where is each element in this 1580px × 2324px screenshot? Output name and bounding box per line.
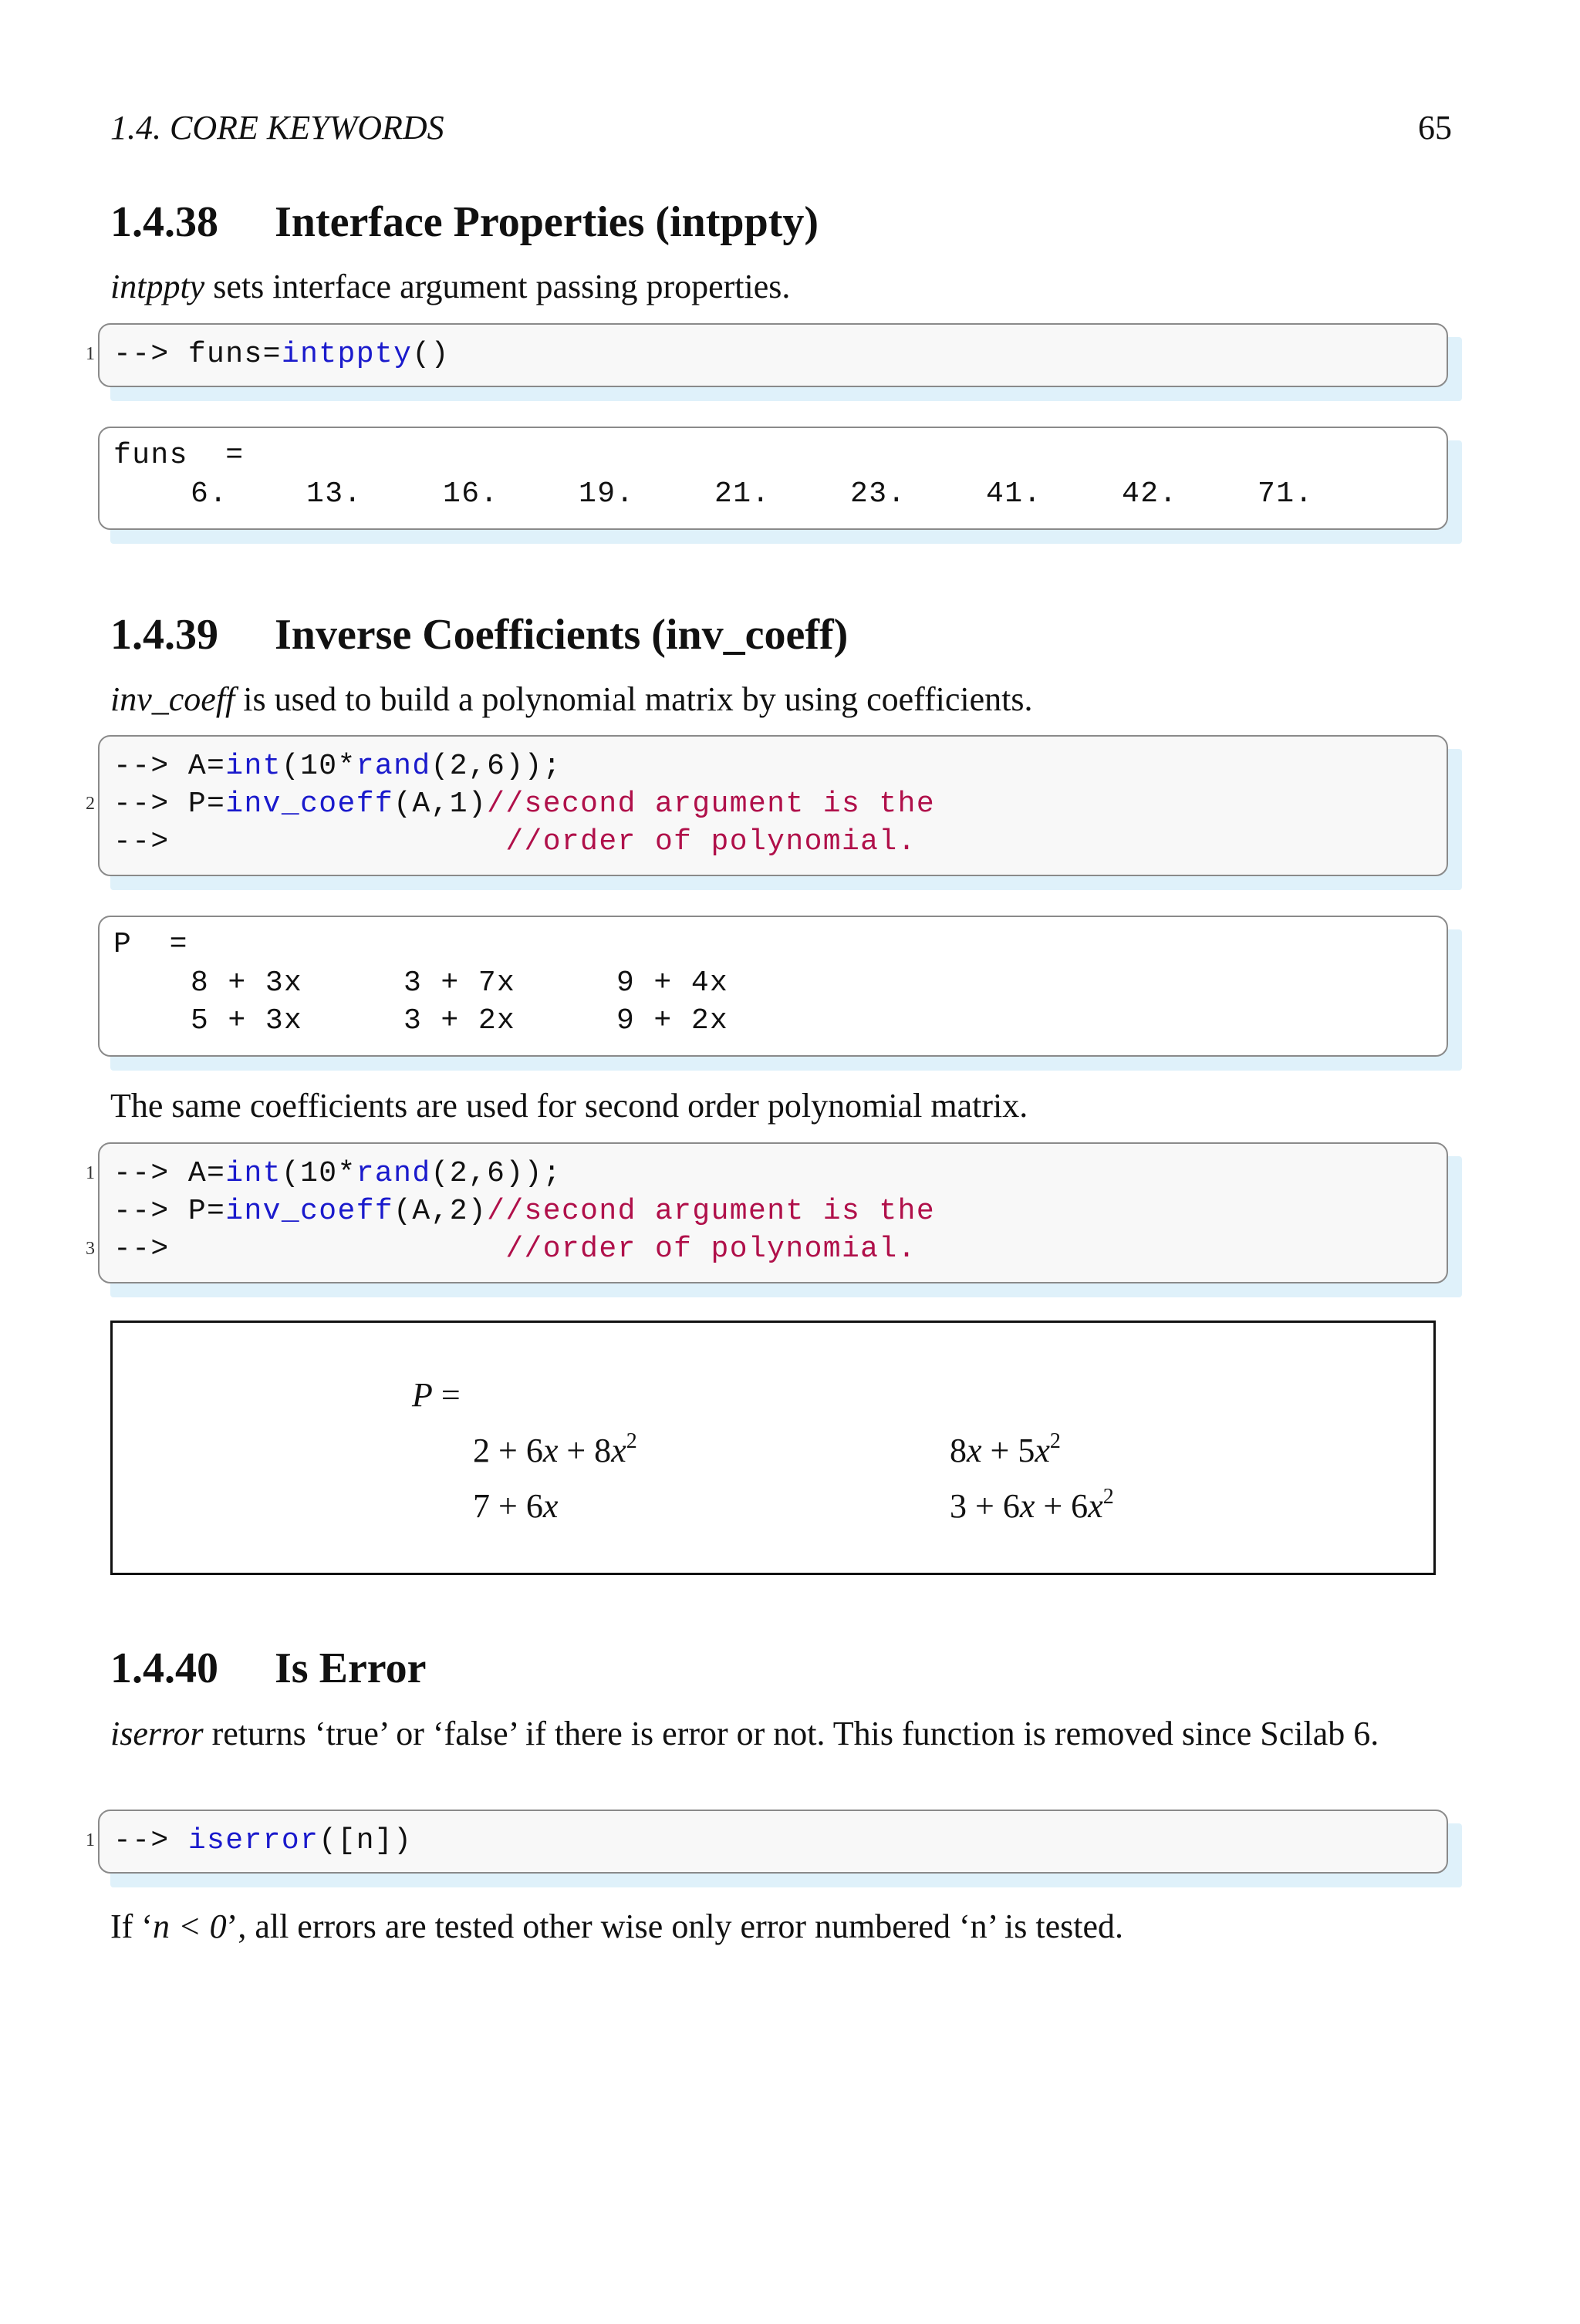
math-entry: $2 + 6x + 8x^2$ (473, 1429, 637, 1469)
section-number: 1.4.39 (110, 611, 218, 659)
function-name: rand (356, 750, 431, 783)
output-box-p1 (98, 916, 1448, 1057)
paragraph-iserror-note (110, 1907, 1437, 1947)
page-number: 65 (1418, 109, 1452, 147)
section-title: Is Error (275, 1644, 427, 1692)
description-term: inv_coeff (110, 680, 235, 718)
output-frame (98, 427, 1448, 530)
code-listing-intppty (86, 323, 1448, 387)
code-comment: //order of polynomial. (505, 1233, 917, 1266)
function-name: inv_coeff (225, 788, 394, 821)
line-number: 1 (86, 1830, 95, 1850)
matrix-entry: 3 + 2x (403, 1004, 516, 1037)
line-number: 2 (86, 794, 95, 814)
output-box-funs (98, 427, 1448, 530)
prompt: --> (113, 1824, 170, 1857)
paragraph-second-order: The same coefficients are used for second order polynomial matrix. (110, 1087, 1028, 1125)
section-description (110, 680, 1437, 720)
output-value: 6. (191, 477, 228, 511)
code-text: P= (187, 788, 226, 821)
note-text: If ‘ (110, 1907, 153, 1945)
section-heading-inv-coeff (110, 610, 848, 659)
code-listing-inv-coeff-2 (86, 1142, 1448, 1283)
code-line (86, 336, 1440, 373)
code-comment: //second argument is the (487, 1195, 936, 1228)
description-text: returns ‘true’ or ‘false’ if there is error or not. This function is removed since Scilab 6. (203, 1715, 1379, 1752)
code-line (86, 785, 1440, 823)
matrix-entry: 5 + 3x (191, 1004, 303, 1037)
code-listing-iserror (86, 1810, 1448, 1874)
code-text: ([n]) (319, 1824, 413, 1857)
line-number: 1 (86, 344, 95, 364)
output-value: 21. (714, 477, 771, 511)
code-line (113, 747, 1440, 785)
code-text: A= (187, 750, 226, 783)
code-text: P= (187, 1195, 226, 1228)
prompt: --> (113, 338, 170, 371)
note-math: n < 0 (152, 1907, 227, 1945)
matrix-entry: 9 + 2x (616, 1004, 729, 1037)
function-name: iserror (187, 1824, 319, 1857)
code-text: funs= (187, 338, 282, 371)
output-value: 23. (850, 477, 906, 511)
output-label: P = (113, 928, 188, 961)
matrix-entry: 9 + 4x (616, 966, 729, 1000)
note-text: ’, all errors are tested other wise only error numbered ‘n’ is tested. (226, 1907, 1123, 1945)
line-number: 1 (86, 1163, 95, 1183)
output-value: 71. (1258, 477, 1314, 511)
prompt: --> (113, 750, 170, 783)
code-text: (2,6)); (430, 1157, 562, 1190)
code-line (86, 1155, 1440, 1192)
math-output-box (110, 1321, 1436, 1575)
output-value: 16. (443, 477, 499, 511)
code-comment: //second argument is the (487, 788, 936, 821)
code-line (113, 1192, 1440, 1230)
matrix-entry: 3 + 7x (403, 966, 516, 1000)
section-number: 1.4.40 (110, 1644, 218, 1692)
code-text: () (412, 338, 450, 371)
line-number: 3 (86, 1239, 95, 1259)
section-heading-intppty (110, 197, 819, 247)
function-name: int (225, 1157, 282, 1190)
description-text: is used to build a polynomial matrix by using coefficients. (235, 680, 1033, 718)
function-name: rand (356, 1157, 431, 1190)
code-listing-inv-coeff-1 (86, 735, 1448, 876)
function-name: inv_coeff (225, 1195, 394, 1228)
output-label: funs = (113, 439, 245, 472)
function-name: intppty (281, 338, 413, 371)
code-text: A= (187, 1157, 226, 1190)
code-text: (A,1) (393, 788, 488, 821)
code-text (188, 825, 505, 858)
section-number: 1.4.38 (110, 198, 218, 246)
math-lhs: P = (412, 1376, 461, 1414)
output-value: 13. (306, 477, 363, 511)
math-entry: 7 + 6x (473, 1487, 559, 1525)
code-text: (A,2) (393, 1195, 488, 1228)
output-value: 41. (986, 477, 1042, 511)
section-description (110, 1714, 1437, 1754)
math-entry: $8x + 5x^2$ (950, 1429, 1061, 1469)
output-value: 19. (579, 477, 635, 511)
code-text: (10* (281, 750, 356, 783)
prompt: --> (113, 825, 170, 858)
prompt: --> (113, 1157, 170, 1190)
code-comment: //order of polynomial. (505, 825, 917, 858)
prompt: --> (113, 1195, 170, 1228)
code-line (113, 823, 1440, 861)
description-text: sets interface argument passing properties. (204, 268, 791, 305)
code-text (188, 1233, 505, 1266)
code-line (86, 1230, 1440, 1268)
section-title: Inverse Coefficients (inv_coeff) (275, 611, 849, 659)
section-title: Interface Properties (intppty) (275, 198, 819, 246)
section-heading-iserror (110, 1644, 427, 1693)
function-name: int (225, 750, 282, 783)
prompt: --> (113, 1233, 170, 1266)
prompt: --> (113, 788, 170, 821)
code-text: (10* (281, 1157, 356, 1190)
description-term: iserror (110, 1715, 204, 1752)
math-entry: $3 + 6x + 6x^2$ (950, 1485, 1114, 1525)
code-text: (2,6)); (430, 750, 562, 783)
code-line (86, 1822, 1440, 1860)
running-header: 1.4. CORE KEYWORDS (110, 109, 444, 147)
output-value: 42. (1122, 477, 1178, 511)
matrix-entry: 8 + 3x (191, 966, 303, 1000)
section-description (110, 267, 1437, 307)
description-term: intppty (110, 268, 205, 305)
